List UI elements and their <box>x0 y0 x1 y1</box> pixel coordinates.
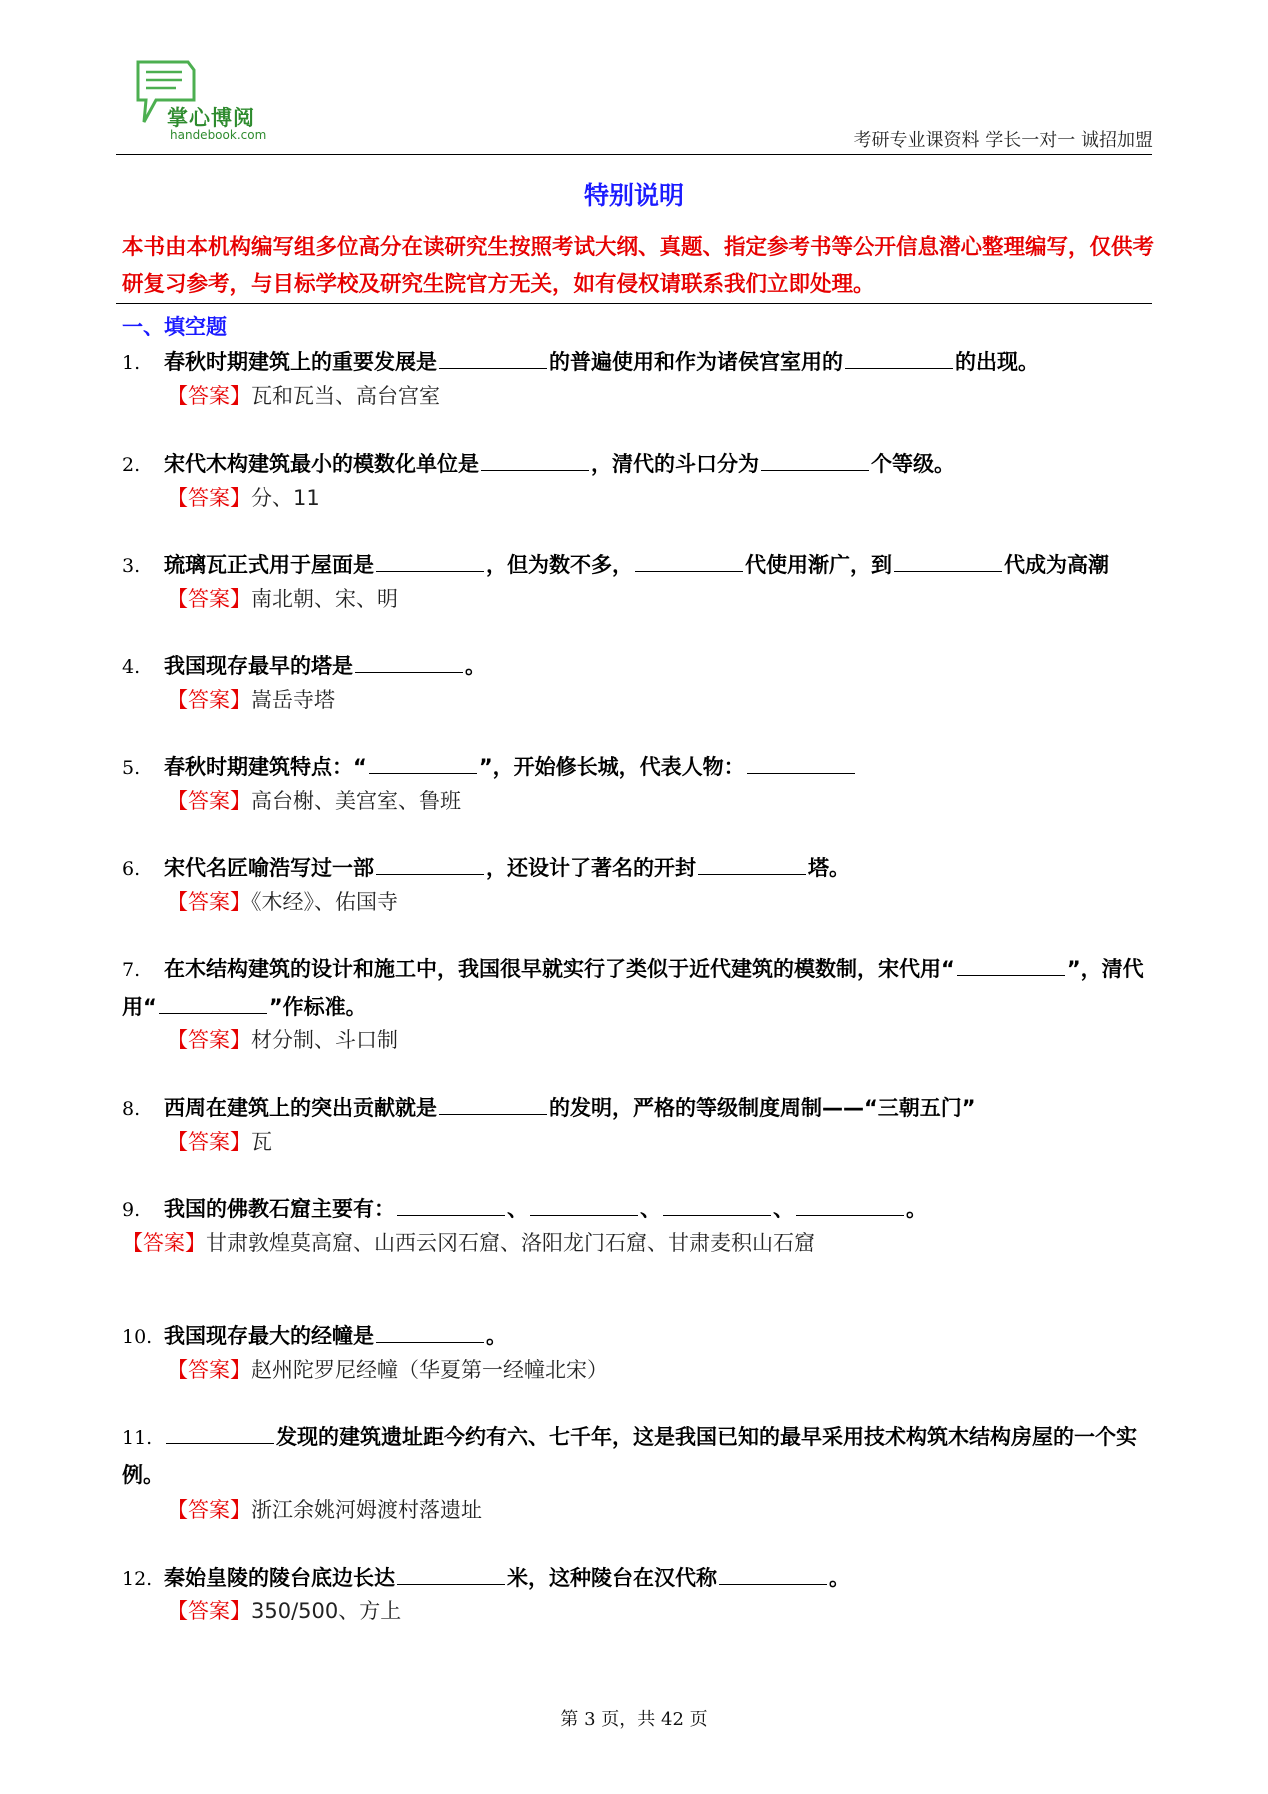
answer-8 <box>167 1127 272 1157</box>
question-text: ”，开始修长城，代表人物： <box>478 755 745 779</box>
question-text: 琉璃瓦正式用于屋面是 <box>164 553 374 577</box>
question-text: 个等级。 <box>871 452 955 476</box>
question-text: 的普遍使用和作为诸侯宫室用的 <box>549 350 843 374</box>
question-text: 我国的佛教石窟主要有： <box>164 1197 395 1221</box>
notice-rule <box>116 303 1152 304</box>
answer-text: 高台榭、美宫室、鲁班 <box>251 789 461 813</box>
fill-blank <box>663 1195 771 1216</box>
answer-9 <box>122 1228 815 1258</box>
answer-tag: 【答案】 <box>167 688 251 712</box>
question-text: 我国现存最大的经幢是 <box>164 1324 374 1348</box>
question-text: 春秋时期建筑特点：“ <box>164 755 367 779</box>
question-6 <box>122 850 1152 888</box>
answer-text: 《木经》、佑国寺 <box>251 890 398 914</box>
question-text: ，还设计了著名的开封 <box>486 856 696 880</box>
answer-text: 南北朝、宋、明 <box>251 587 398 611</box>
question-text: 、 <box>507 1197 528 1221</box>
question-text: 。 <box>486 1324 507 1348</box>
fill-blank <box>761 450 869 471</box>
answer-3 <box>167 584 398 614</box>
answer-text: 嵩岳寺塔 <box>251 688 335 712</box>
question-text: 宋代木构建筑最小的模数化单位是 <box>164 452 479 476</box>
question-number: 12. <box>122 1568 153 1590</box>
fill-blank <box>635 551 743 572</box>
header-slogan: 考研专业课资料 学长一对一 诚招加盟 <box>853 130 1153 151</box>
question-text: 、 <box>640 1197 661 1221</box>
answer-text: 浙江余姚河姆渡村落遗址 <box>251 1498 482 1522</box>
question-4 <box>122 648 1152 686</box>
question-text: 、 <box>773 1197 794 1221</box>
question-number: 8. <box>122 1098 141 1120</box>
fill-blank <box>159 993 267 1014</box>
fill-blank <box>530 1195 638 1216</box>
question-1 <box>122 344 1152 382</box>
answer-tag: 【答案】 <box>167 486 251 510</box>
logo-text: 掌心博阅 <box>167 106 255 130</box>
answer-12 <box>167 1596 401 1626</box>
question-text: 。 <box>906 1197 927 1221</box>
answer-tag: 【答案】 <box>167 1028 251 1052</box>
answer-5 <box>167 786 461 816</box>
answer-text: 分、11 <box>251 486 320 510</box>
question-text: 代成为高潮 <box>1004 553 1109 577</box>
question-text: 秦始皇陵的陵台底边长达 <box>164 1566 395 1590</box>
answer-2 <box>167 483 320 513</box>
header-rule <box>116 154 1152 155</box>
question-text: ”，清代用“ <box>122 957 1144 1019</box>
question-text: 西周在建筑上的突出贡献就是 <box>164 1096 437 1120</box>
fill-blank <box>845 348 953 369</box>
fill-blank <box>957 955 1065 976</box>
question-text: 。 <box>465 654 486 678</box>
section-title: 一、填空题 <box>122 315 227 339</box>
answer-11 <box>167 1495 482 1525</box>
question-text: 的出现。 <box>955 350 1039 374</box>
question-2 <box>122 446 1152 484</box>
question-5 <box>122 749 1152 787</box>
fill-blank <box>369 753 477 774</box>
fill-blank <box>747 753 855 774</box>
question-text: 的发明，严格的等级制度周制——“三朝五门” <box>549 1096 976 1120</box>
answer-text: 赵州陀罗尼经幢（华夏第一经幢北宋） <box>251 1358 608 1382</box>
notice-text: 本书由本机构编写组多位高分在读研究生按照考试大纲、真题、指定参考书等公开信息潜心整理编写，仅供考研复习参考，与目标学校及研究生院官方无关，如有侵权请联系我们立即处理。 <box>122 235 1155 297</box>
answer-tag: 【答案】 <box>122 1231 206 1255</box>
question-text: ，但为数不多， <box>486 553 633 577</box>
question-number: 2. <box>122 454 141 476</box>
answer-tag: 【答案】 <box>167 1130 251 1154</box>
question-number: 1. <box>122 352 141 374</box>
question-text: 塔。 <box>808 856 850 880</box>
answer-text: 瓦 <box>251 1130 272 1154</box>
fill-blank <box>439 348 547 369</box>
answer-tag: 【答案】 <box>167 1599 251 1623</box>
answer-tag: 【答案】 <box>167 587 251 611</box>
question-11 <box>122 1419 1152 1494</box>
answer-6 <box>167 887 398 917</box>
question-text: 宋代名匠喻浩写过一部 <box>164 856 374 880</box>
fill-blank <box>376 1322 484 1343</box>
fill-blank <box>719 1564 827 1585</box>
question-number: 5. <box>122 757 141 779</box>
answer-tag: 【答案】 <box>167 890 251 914</box>
fill-blank <box>376 551 484 572</box>
fill-blank <box>355 652 463 673</box>
page-title: 特别说明 <box>583 181 684 210</box>
question-8 <box>122 1090 1152 1128</box>
question-number: 9. <box>122 1199 141 1221</box>
fill-blank <box>376 854 484 875</box>
question-text: ，清代的斗口分为 <box>591 452 759 476</box>
question-text: 我国现存最早的塔是 <box>164 654 353 678</box>
fill-blank <box>397 1564 505 1585</box>
fill-blank <box>894 551 1002 572</box>
fill-blank <box>166 1423 274 1444</box>
answer-text: 甘肃敦煌莫高窟、山西云冈石窟、洛阳龙门石窟、甘肃麦积山石窟 <box>206 1231 815 1255</box>
answer-tag: 【答案】 <box>167 1498 251 1522</box>
answer-text: 材分制、斗口制 <box>251 1028 398 1052</box>
fill-blank <box>481 450 589 471</box>
question-number: 10. <box>122 1326 153 1348</box>
answer-text: 瓦和瓦当、高台宫室 <box>251 384 440 408</box>
answer-tag: 【答案】 <box>167 384 251 408</box>
question-12 <box>122 1560 1152 1598</box>
question-text: 发现的建筑遗址距今约有六、七千年，这是我国已知的最早采用技术构筑木结构房屋的一个实例。 <box>122 1425 1137 1487</box>
answer-tag: 【答案】 <box>167 1358 251 1382</box>
question-text: 代使用渐广，到 <box>745 553 892 577</box>
fill-blank <box>397 1195 505 1216</box>
question-3 <box>122 547 1152 585</box>
question-7 <box>122 951 1152 1026</box>
answer-tag: 【答案】 <box>167 789 251 813</box>
question-text: 米，这种陵台在汉代称 <box>507 1566 717 1590</box>
answer-text: 350/500、方上 <box>251 1599 402 1623</box>
question-number: 7. <box>122 959 141 981</box>
question-text: 春秋时期建筑上的重要发展是 <box>164 350 437 374</box>
question-10 <box>122 1318 1152 1356</box>
fill-blank <box>439 1094 547 1115</box>
question-number: 3. <box>122 555 141 577</box>
answer-10 <box>167 1355 608 1385</box>
answer-7 <box>167 1025 398 1055</box>
logo-url: handebook.com <box>170 128 267 142</box>
question-number: 11. <box>122 1427 153 1449</box>
question-text: 。 <box>829 1566 850 1590</box>
page-footer: 第 3 页，共 42 页 <box>560 1709 708 1730</box>
fill-blank <box>796 1195 904 1216</box>
answer-4 <box>167 685 335 715</box>
fill-blank <box>698 854 806 875</box>
question-number: 6. <box>122 858 141 880</box>
question-9 <box>122 1191 1152 1229</box>
answer-1 <box>167 381 440 411</box>
question-number: 4. <box>122 656 141 678</box>
question-text: 在木结构建筑的设计和施工中，我国很早就实行了类似于近代建筑的模数制，宋代用“ <box>164 957 955 981</box>
question-text: ”作标准。 <box>268 995 367 1019</box>
